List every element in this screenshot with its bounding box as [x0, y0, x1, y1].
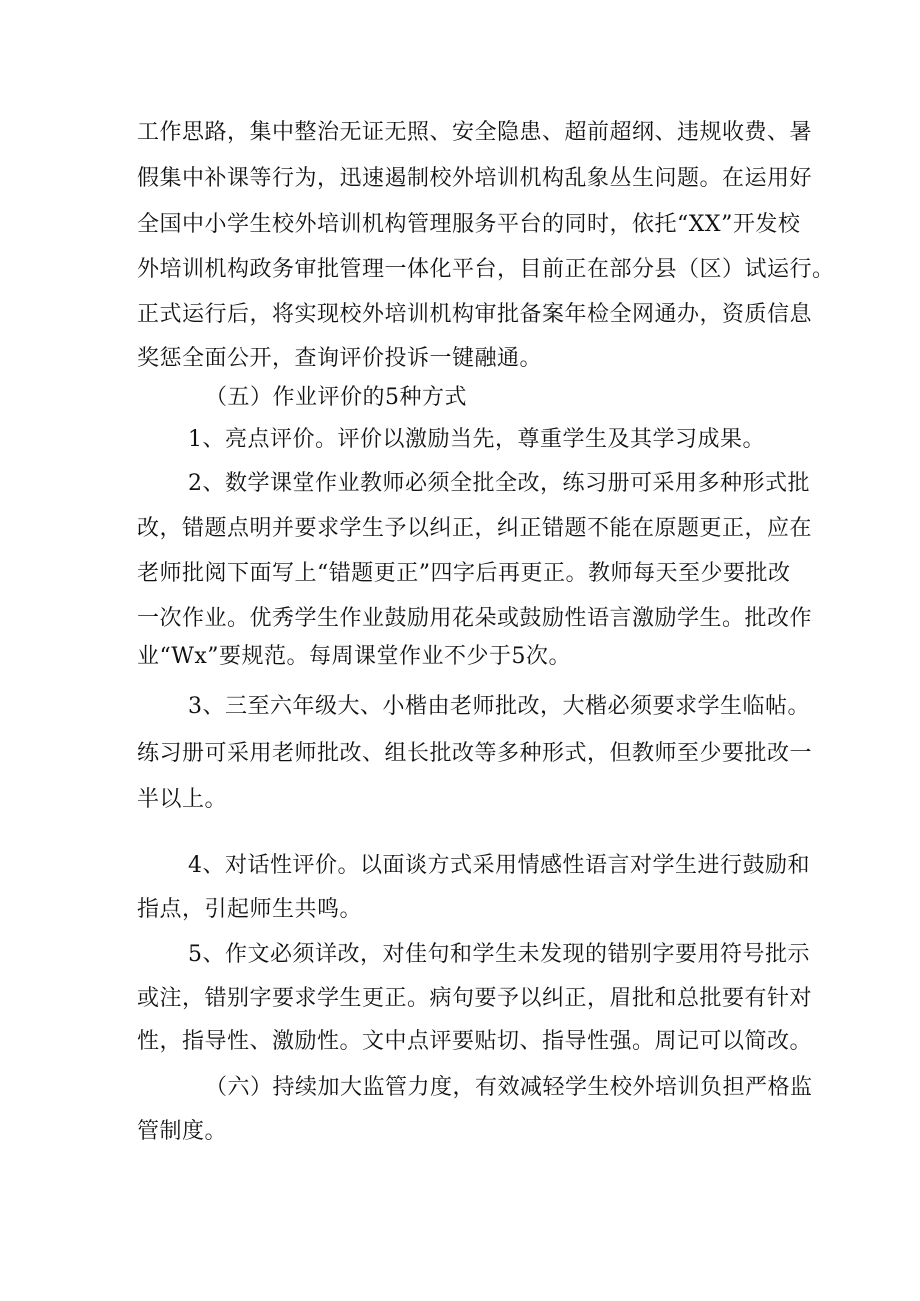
paragraph-line: 工作思路，集中整治无证无照、安全隐患、超前超纲、违规收费、暑 [137, 120, 813, 145]
paragraph-line: 业“Wx”要规范。每周课堂作业不少于5次。 [137, 644, 572, 669]
paragraph-line: 指点，引起师生共鸣。 [137, 897, 363, 922]
paragraph-line: 或注，错别字要求学生更正。病句要予以纠正，眉批和总批要有针对 [137, 986, 813, 1011]
paragraph-line: 半以上。 [137, 787, 228, 812]
list-item: 4、对话性评价。以面谈方式采用情感性语言对学生进行鼓励和 [188, 853, 810, 878]
paragraph-line: 改，错题点明并要求学生予以纠正，纠正错题不能在原题更正，应在 [137, 516, 813, 541]
list-item: 1、亮点评价。评价以激励当先，尊重学生及其学习成果。 [188, 427, 765, 452]
paragraph-line: 练习册可采用老师批改、组长批改等多种形式，但教师至少要批改一 [137, 741, 813, 766]
section-heading: （五）作业评价的5种方式 [205, 385, 467, 410]
paragraph-line: 性，指导性、激励性。文中点评要贴切、指导性强。周记可以简改。 [137, 1029, 813, 1054]
paragraph-line: 一次作业。优秀学生作业鼓励用花朵或鼓励性语言激励学生。批改作 [137, 606, 813, 631]
paragraph-line: 正式运行后，将实现校外培训机构审批备案年检全网通办，资质信息 [137, 302, 813, 327]
paragraph-line: 外培训机构政务审批管理一体化平台，目前正在部分县（区）试运行。 [137, 257, 835, 282]
paragraph-line: 假集中补课等行为，迅速遏制校外培训机构乱象丛生问题。在运用好 [137, 166, 813, 191]
list-item: 2、数学课堂作业教师必须全批全改，练习册可采用多种形式批 [188, 471, 810, 496]
list-item: 5、作文必须详改，对佳句和学生未发现的错别字要用符号批示 [188, 942, 810, 967]
list-item: 3、三至六年级大、小楷由老师批改，大楷必须要求学生临帖。 [188, 694, 810, 719]
section-heading: （六）持续加大监管力度，有效减轻学生校外培训负担严格监 [205, 1075, 813, 1100]
paragraph-line: 管制度。 [137, 1119, 228, 1144]
paragraph-line: 全国中小学生校外培训机构管理服务平台的同时，依托“XX”开发校 [137, 212, 801, 237]
paragraph-line: 奖惩全面公开，查询评价投诉一键融通。 [137, 346, 543, 371]
paragraph-line: 老师批阅下面写上“错题更正”四字后再更正。教师每天至少要批改 [137, 561, 791, 586]
